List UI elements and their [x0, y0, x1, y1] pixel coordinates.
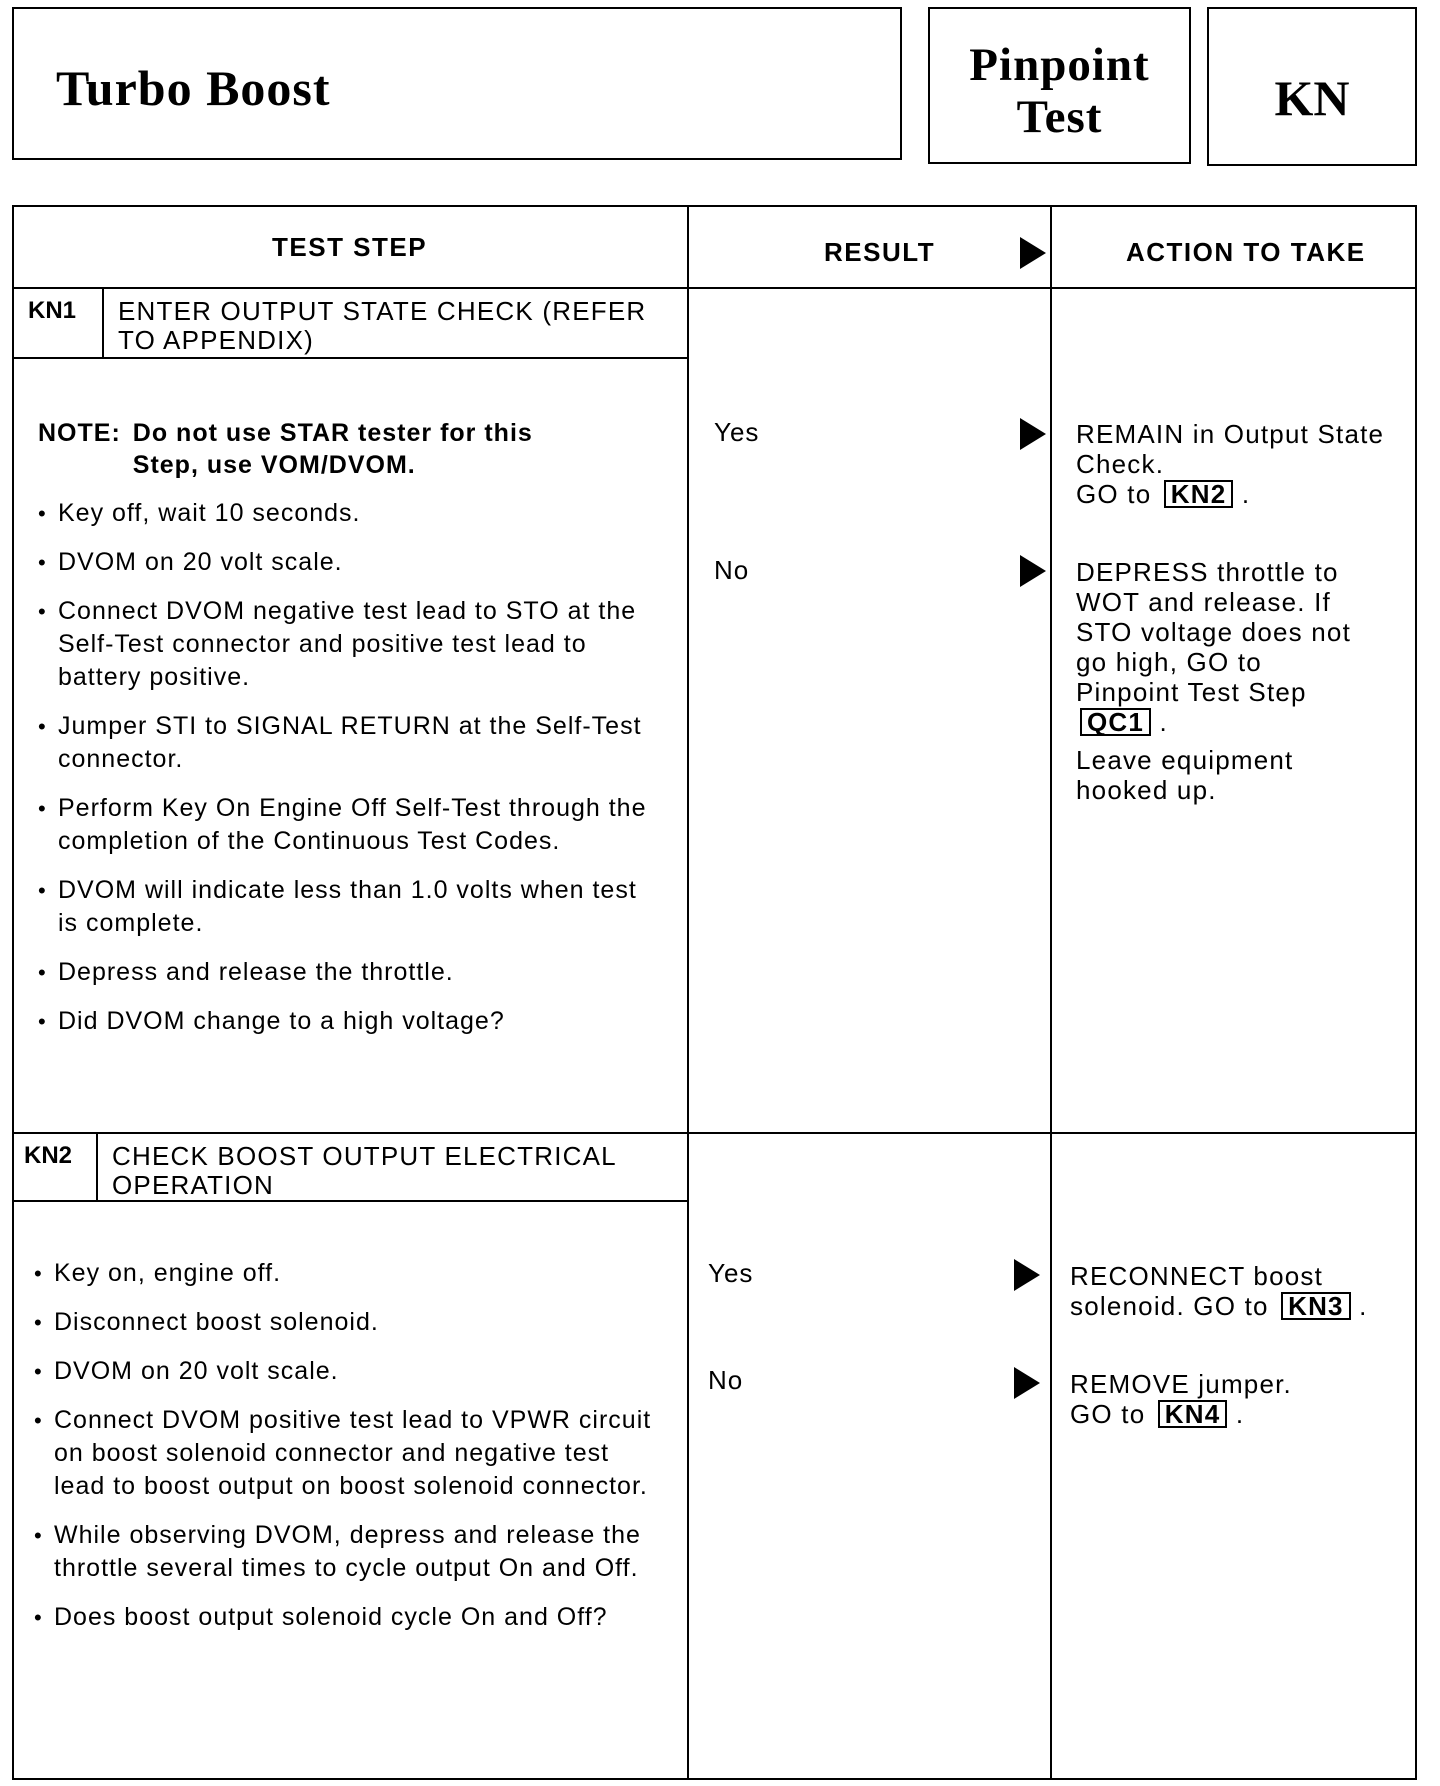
- kn2-no-arrow-icon: [1014, 1367, 1040, 1399]
- kn1-bullet-list: [36, 497, 656, 1054]
- test-code-box: [1207, 7, 1417, 166]
- kn2-action-no-tail: .: [1235, 1399, 1245, 1429]
- kn1-note-label: NOTE:: [38, 419, 121, 447]
- pinpoint-test-label: [930, 39, 1189, 143]
- kn1-bullet: • Depress and release the throttle.: [36, 956, 656, 989]
- step-id-kn2: KN2: [24, 1142, 73, 1169]
- page-title: Turbo Boost: [56, 60, 331, 116]
- col-header-result: RESULT: [824, 237, 936, 267]
- kn1-bullet: • Perform Key On Engine Off Self-Test through the completion of the Continuous Test Codes.: [36, 792, 656, 858]
- kn1-bullet: • Key off, wait 10 seconds.: [36, 497, 656, 530]
- test-table: [12, 205, 1417, 1780]
- step-ref-kn4[interactable]: KN4: [1158, 1400, 1228, 1428]
- kn2-title-divider: [14, 1200, 687, 1202]
- col-header-test-step: TEST STEP: [272, 232, 428, 262]
- column-divider-action: [1050, 207, 1052, 1778]
- kn2-action-no: [1070, 1369, 1390, 1429]
- kn1-bullet: • Jumper STI to SIGNAL RETURN at the Self-Test connector.: [36, 710, 656, 776]
- kn1-action-yes: [1076, 419, 1406, 509]
- test-code: KN: [1274, 70, 1350, 126]
- title-box: [12, 7, 902, 160]
- column-divider-result: [687, 207, 689, 1778]
- kn1-title-divider: [14, 357, 687, 359]
- kn1-action-yes-go: GO to: [1076, 479, 1152, 509]
- col-header-action: ACTION TO TAKE: [1126, 237, 1366, 267]
- step-title-kn1: ENTER OUTPUT STATE CHECK (REFER TO APPENDIX): [118, 296, 647, 355]
- kn2-action-yes-text: RECONNECT boost solenoid. GO to: [1070, 1261, 1324, 1321]
- kn2-bullet: • Connect DVOM positive test lead to VPWR circuit on boost solenoid connector and negative test lead to boost output on boost solenoid connector.: [32, 1404, 652, 1503]
- kn2-yes-arrow-icon: [1014, 1259, 1040, 1291]
- kn2-result-no: No: [708, 1365, 744, 1395]
- kn2-action-no-go: GO to: [1070, 1399, 1146, 1429]
- kn1-note: [38, 417, 598, 481]
- kn1-bullet: • DVOM will indicate less than 1.0 volts when test is complete.: [36, 874, 656, 940]
- step-ref-qc1[interactable]: QC1: [1080, 708, 1151, 736]
- kn1-action-no-tail: .: [1159, 707, 1168, 737]
- kn1-action-yes-text: REMAIN in Output State Check.: [1076, 419, 1385, 479]
- kn2-id-divider: [96, 1132, 98, 1200]
- kn1-result-no: No: [714, 555, 750, 585]
- kn2-bullet-list: [32, 1257, 652, 1650]
- pinpoint-line-2: Test: [1016, 91, 1103, 143]
- step-id-kn1: KN1: [28, 297, 77, 324]
- kn1-no-arrow-icon: [1020, 555, 1046, 587]
- kn2-bullet: • Does boost output solenoid cycle On and Off?: [32, 1601, 652, 1634]
- kn2-action-no-text: REMOVE jumper.: [1070, 1369, 1292, 1399]
- kn1-action-yes-tail: .: [1241, 479, 1251, 509]
- kn1-id-divider: [102, 287, 104, 357]
- step-ref-kn2[interactable]: KN2: [1164, 480, 1234, 508]
- kn1-kn2-row-divider: [14, 1132, 1415, 1134]
- kn2-bullet: • Key on, engine off.: [32, 1257, 652, 1290]
- kn1-action-no-text: DEPRESS throttle to WOT and release. If STO voltage does not go high, GO to Pinpoint Test Step: [1076, 557, 1352, 707]
- pinpoint-test-box: [928, 7, 1191, 164]
- step-title-kn2: CHECK BOOST OUTPUT ELECTRICAL OPERATION: [112, 1141, 616, 1200]
- kn2-result-yes: Yes: [708, 1258, 754, 1288]
- kn1-action-no: [1076, 557, 1366, 805]
- kn2-action-yes: [1070, 1261, 1390, 1321]
- kn1-note-text: Do not use STAR tester for this Step, use VOM/DVOM.: [132, 419, 533, 479]
- result-header-arrow-icon: [1020, 237, 1046, 269]
- kn2-bullet: • While observing DVOM, depress and release the throttle several times to cycle output On and Off.: [32, 1519, 652, 1585]
- kn1-bullet: • Did DVOM change to a high voltage?: [36, 1005, 656, 1038]
- kn1-bullet: • DVOM on 20 volt scale.: [36, 546, 656, 579]
- kn1-result-yes: Yes: [714, 417, 760, 447]
- kn2-action-yes-tail: .: [1359, 1291, 1368, 1321]
- kn1-bullet: • Connect DVOM negative test lead to STO at the Self-Test connector and positive test lead to battery positive.: [36, 595, 656, 694]
- pinpoint-line-1: Pinpoint: [969, 39, 1150, 91]
- step-ref-kn3[interactable]: KN3: [1281, 1292, 1351, 1320]
- kn1-yes-arrow-icon: [1020, 418, 1046, 450]
- kn2-bullet: • DVOM on 20 volt scale.: [32, 1355, 652, 1388]
- header-row-divider: [14, 287, 1415, 289]
- kn1-action-no-extra: Leave equipment hooked up.: [1076, 745, 1294, 805]
- kn2-bullet: • Disconnect boost solenoid.: [32, 1306, 652, 1339]
